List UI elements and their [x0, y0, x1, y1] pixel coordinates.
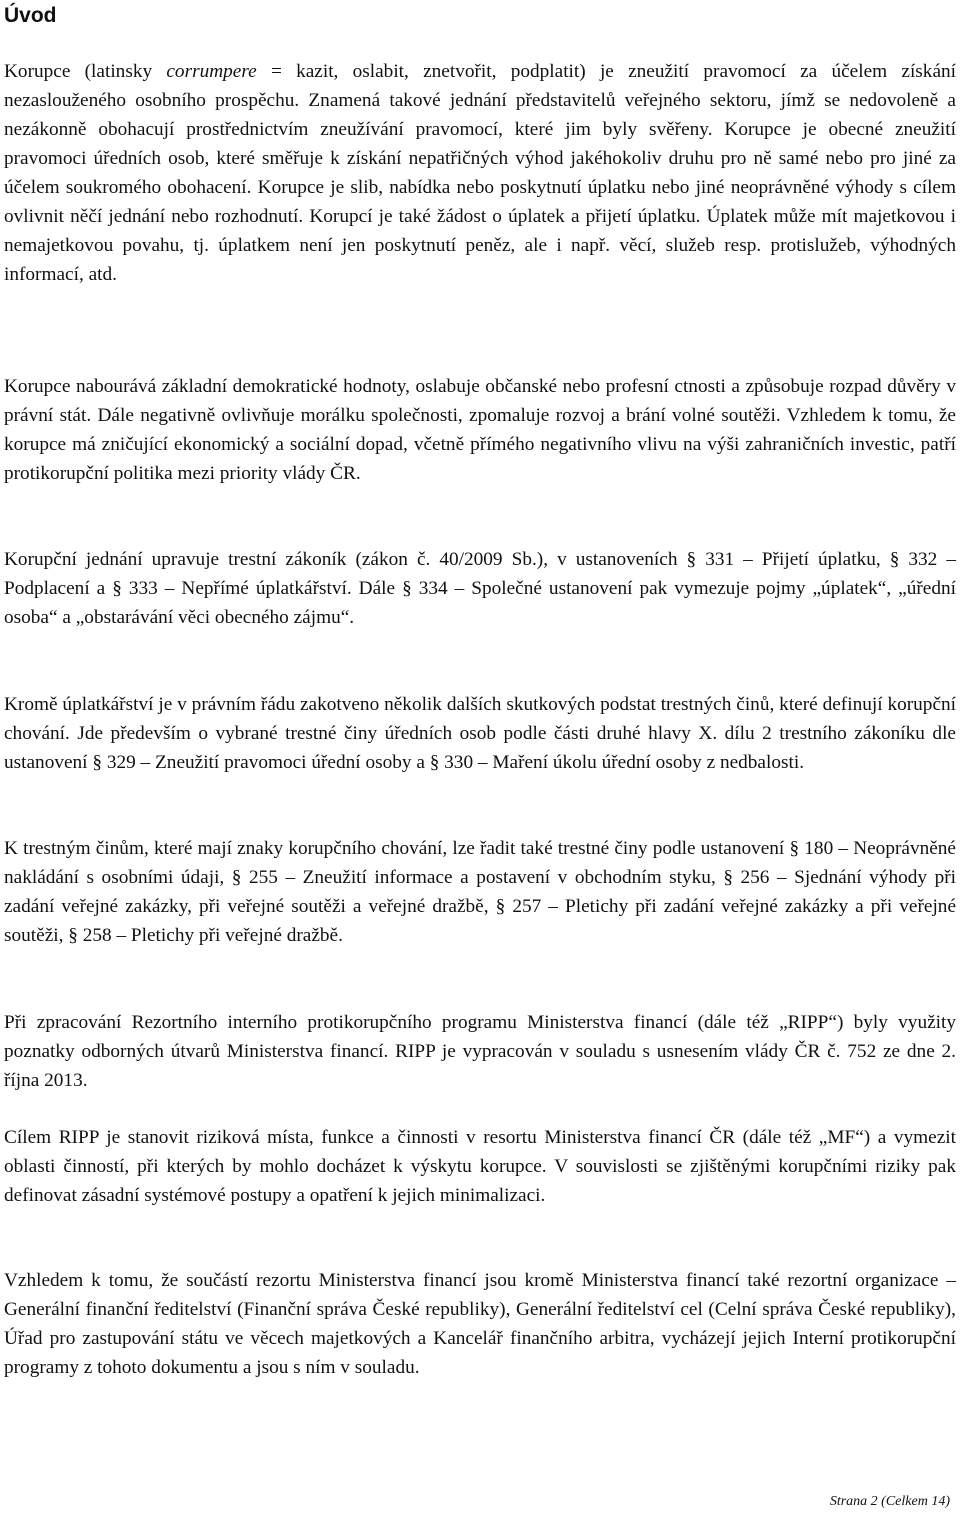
paragraph-related-crimes: K trestným činům, které mají znaky korupčního chování, lze řadit také trestné činy podle ustanovení § 180 – Neoprávněné nakládání s osobními údaji, § 255 – Zneužití informace a postavení v obchodním styku, § 256 – Sjednání výhody při zadání veřejné zakázky, při veřejné soutěži a veřejné dražbě, § 257 – Pletichy při zadání veřejné zakázky a při veřejné soutěži, § 258 – Pletichy při veřejné dražbě.: [4, 838, 956, 946]
paragraph-criminal-code: Korupční jednání upravuje trestní zákoník (zákon č. 40/2009 Sb.), v ustanoveních § 331 – Přijetí úplatku, § 332 – Podplacení a § 333 – Nepřímé úplatkářství. Dále § 334 – Společné ustanovení pak vymezuje pojmy „úplatek“, „úřední osoba“ a „obstarávání věci obecného zájmu“.: [4, 549, 956, 628]
paragraph-ripp-preparation: Při zpracování Rezortního interního protikorupčního programu Ministerstva financí (dále též „RIPP“) byly využity poznatky odborných útvarů Ministerstva financí. RIPP je vypracován v souladu s usnesením vlády ČR č. 752 ze dne 2. října 2013.: [4, 1012, 956, 1091]
latin-term: corrumpere: [166, 61, 257, 82]
paragraph-ripp-goal: Cílem RIPP je stanovit riziková místa, funkce a činnosti v resortu Ministerstva financí ČR (dále též „MF“) a vymezit oblasti činností, při kterých by mohlo docházet k výskytu korupce. V souvislosti se zjištěnými korupčními riziky pak definovat zásadní systémové postupy a opatření k jejich minimalizaci.: [4, 1127, 956, 1206]
paragraph-bribery: Kromě úplatkářství je v právním řádu zakotveno několik dalších skutkových podstat trestných činů, které definují korupční chování. Jde především o vybrané trestné činy úředních osob podle části druhé hlavy X. dílu 2 trestního zákoníku dle ustanovení § 329 – Zneužití pravomoci úřední osoby a § 330 – Maření úkolu úřední osoby z nedbalosti.: [4, 694, 956, 773]
paragraph-organizations: Vzhledem k tomu, že součástí rezortu Ministerstva financí jsou kromě Ministerstva financí také rezortní organizace – Generální finanční ředitelství (Finanční správa České republiky), Generální ředitelství cel (Celní správa České republiky), Úřad pro zastupování státu ve věcech majetkových a Kancelář finančního arbitra, vycházejí jejich Interní protikorupční programy z tohoto dokumentu a jsou s ním v souladu.: [4, 1270, 956, 1378]
paragraph-text-pre: Korupce (latinsky: [4, 61, 167, 82]
paragraph-text-post: = kazit, oslabit, znetvořit, podplatit) je zneužití pravomocí za účelem získání nezaslouženého osobního prospěchu. Znamená takové jednání představitelů veřejného sektoru, jímž se nedovoleně a nezákonně obohacují prostřednictvím zneužívání pravomocí, které jim byly svěřeny. Korupce je obecné zneužití pravomoci úředních osob, které směřuje k získání nepatřičných výhod jakéhokoliv druhu pro ně samé nebo pro jiné za účelem soukromého obohacení. Korupce je slib, nabídka nebo poskytnutí úplatku nebo jiné neoprávněné výhody s cílem ovlivnit něčí jednání nebo rozhodnutí. Korupcí je také žádost o úplatek a přijetí úplatku. Úplatek může mít majetkovou i nemajetkovou povahu, tj. úplatkem není jen poskytnutí peněz, ale i např. věcí, služeb resp. protislužeb, výhodných informací, atd.: [4, 61, 956, 285]
section-heading: Úvod: [4, 4, 57, 27]
paragraph-impact: Korupce nabourává základní demokratické hodnoty, oslabuje občanské nebo profesní ctnosti a způsobuje rozpad důvěry v právní stát. Dále negativně ovlivňuje morálku společnosti, zpomaluje rozvoj a brání volné soutěži. Vzhledem k tomu, že korupce má zničující ekonomický a sociální dopad, včetně přímého negativního vlivu na výši zahraničních investic, patří protikorupční politika mezi priority vlády ČR.: [4, 376, 956, 484]
page-number: Strana 2 (Celkem 14): [829, 1494, 950, 1509]
paragraph-definition: [4, 57, 956, 289]
